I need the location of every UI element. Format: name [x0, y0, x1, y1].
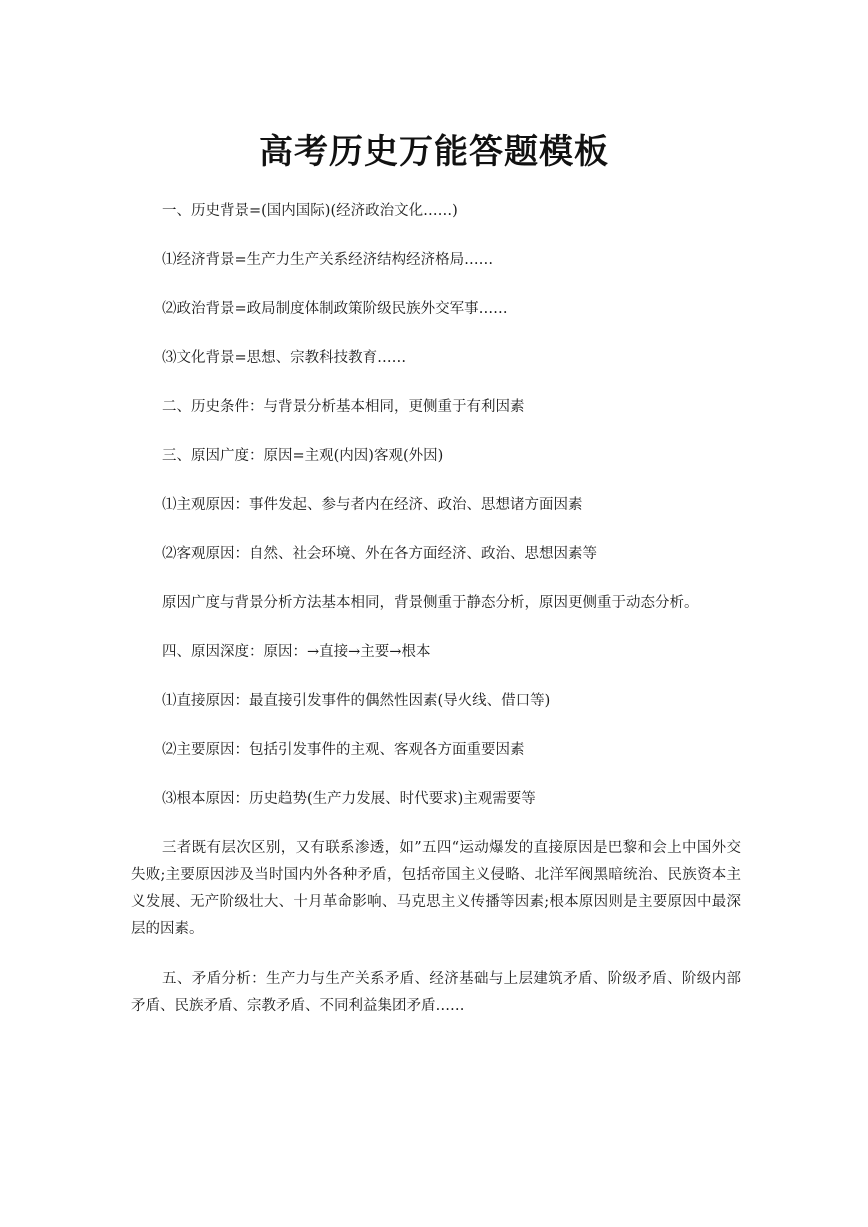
paragraph-example: 三者既有层次区别，又有联系渗透，如”五四“运动爆发的直接原因是巴黎和会上中国外交失败;主要原因涉及当时国内外各种矛盾，包括帝国主义侵略、北洋军阀黑暗统治、民族资本主义发展、无产阶级壮大、十月革命影响、马克思主义传播等因素;根本原因则是主要原因中最深层的因素。: [131, 840, 741, 937]
list-item: ⑶文化背景=思想、宗教科技教育……: [162, 350, 407, 366]
list-item: ⑵客观原因：自然、社会环境、外在各方面经济、政治、思想因素等: [162, 546, 597, 562]
heading-background: 一、历史背景=(国内国际)(经济政治文化……): [162, 203, 458, 219]
list-item: ⑵主要原因：包括引发事件的主观、客观各方面重要因素: [162, 742, 525, 758]
list-item: ⑴主观原因：事件发起、参与者内在经济、政治、思想诸方面因素: [162, 497, 583, 513]
list-item: ⑵政治背景=政局制度体制政策阶级民族外交军事……: [162, 301, 508, 317]
paragraph-contradiction: 五、矛盾分析：生产力与生产关系矛盾、经济基础与上层建筑矛盾、阶级矛盾、阶级内部矛盾、民族矛盾、宗教矛盾、不同利益集团矛盾……: [131, 971, 741, 1014]
document-title: 高考历史万能答题模板: [259, 132, 609, 172]
list-item: ⑴直接原因：最直接引发事件的偶然性因素(导火线、借口等): [162, 693, 551, 709]
note-line: 原因广度与背景分析方法基本相同，背景侧重于静态分析，原因更侧重于动态分析。: [162, 595, 699, 611]
heading-cause-depth: 四、原因深度：原因：→直接→主要→根本: [162, 644, 431, 660]
heading-conditions: 二、历史条件：与背景分析基本相同，更侧重于有利因素: [162, 399, 525, 415]
heading-cause-breadth: 三、原因广度：原因=主观(内因)客观(外因): [162, 448, 444, 464]
list-item: ⑴经济背景=生产力生产关系经济结构经济格局……: [162, 252, 494, 268]
list-item: ⑶根本原因：历史趋势(生产力发展、时代要求)主观需要等: [162, 791, 536, 807]
